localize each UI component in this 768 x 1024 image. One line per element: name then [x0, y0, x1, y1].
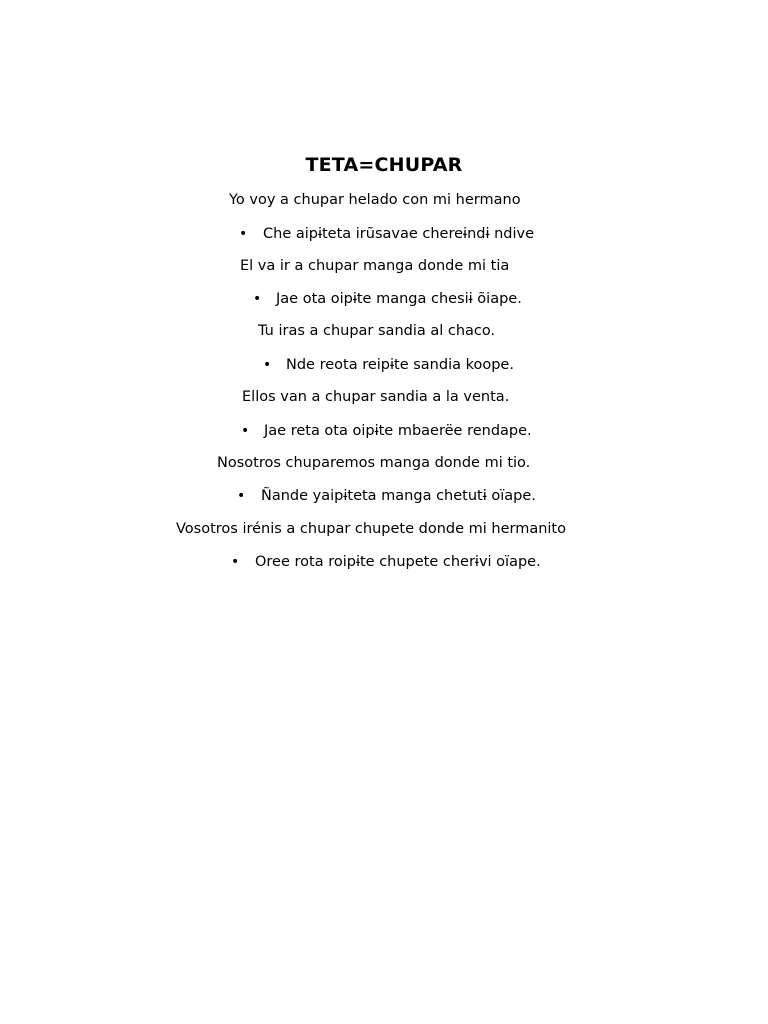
bullet-icon: •: [253, 291, 262, 307]
bullet-icon: •: [239, 226, 248, 242]
sentence-spanish-4: Ellos van a chupar sandia a la venta.: [242, 389, 510, 405]
document-title: TETA=CHUPAR: [305, 154, 463, 176]
sentence-guarani-5: Ñande yaipɨteta manga chetutɨ oïape.: [261, 488, 536, 504]
sentence-guarani-3: Nde reota reipɨte sandia koope.: [286, 357, 514, 373]
sentence-guarani-6: Oree rota roipɨte chupete cherɨvi oïape.: [255, 554, 541, 570]
bullet-icon: •: [263, 357, 272, 373]
sentence-guarani-1: Che aipɨteta irũsavae chereɨndɨ ndive: [263, 226, 535, 242]
sentence-guarani-2: Jae ota oipɨte manga chesiɨ õiape.: [276, 291, 522, 307]
bullet-icon: •: [237, 488, 246, 504]
sentence-spanish-1: Yo voy a chupar helado con mi hermano: [229, 192, 521, 208]
sentence-spanish-5: Nosotros chuparemos manga donde mi tio.: [217, 455, 531, 471]
bullet-icon: •: [231, 554, 240, 570]
sentence-guarani-4: Jae reta ota oipɨte mbaerëe rendape.: [264, 423, 532, 439]
sentence-spanish-2: El va ir a chupar manga donde mi tia: [240, 258, 510, 274]
sentence-spanish-6: Vosotros irénis a chupar chupete donde mi hermanito: [176, 521, 566, 537]
sentence-spanish-3: Tu iras a chupar sandia al chaco.: [258, 323, 496, 339]
bullet-icon: •: [241, 423, 250, 439]
